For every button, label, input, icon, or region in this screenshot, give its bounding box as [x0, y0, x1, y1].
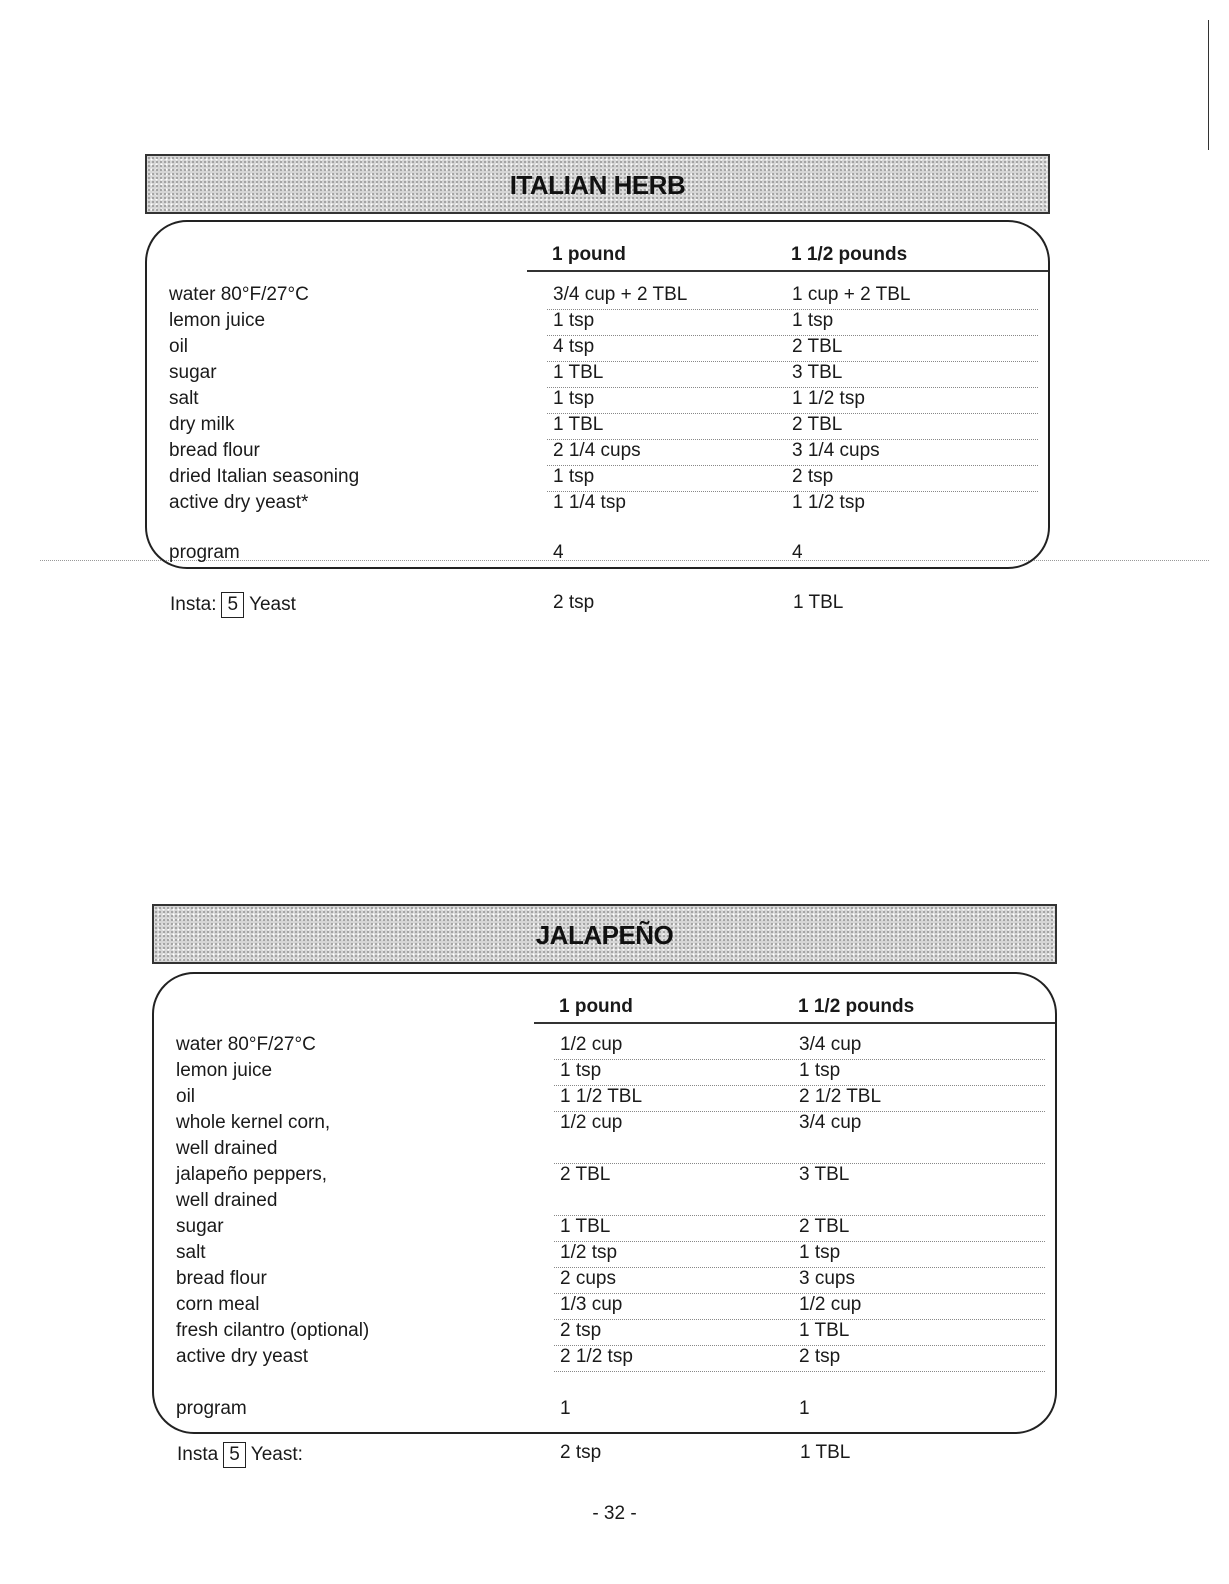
ingredient-qty-1-pound: 1 1/4 tsp: [553, 492, 626, 513]
recipe-title-bar: [152, 904, 1057, 964]
ingredient-qty-1-pound: 1/2 cup: [560, 1112, 623, 1133]
ingredient-qty-1-5-pounds: 1 TBL: [799, 1320, 850, 1341]
program-label: program: [176, 1398, 247, 1419]
insta-number-box: 5: [221, 592, 244, 618]
ingredient-row: [154, 1112, 1055, 1138]
ingredient-name: dry milk: [169, 414, 235, 435]
ingredient-qty-1-5-pounds: 2 TBL: [792, 414, 843, 435]
ingredient-name: active dry yeast: [176, 1346, 308, 1367]
ingredient-qty-1-pound: 2 1/4 cups: [553, 440, 641, 461]
ingredient-row: [154, 1216, 1055, 1242]
ingredient-qty-1-pound: 2 1/2 tsp: [560, 1346, 633, 1367]
insta-qty-1-5-pounds: 1 TBL: [800, 1442, 851, 1463]
ingredient-qty-1-pound: 1/2 tsp: [560, 1242, 618, 1263]
ingredient-qty-1-5-pounds: 2 tsp: [799, 1346, 841, 1367]
ingredient-qty-1-pound: 1/3 cup: [560, 1294, 623, 1315]
recipe-title: JALAPEÑO: [535, 920, 674, 950]
ingredient-qty-1-5-pounds: 3/4 cup: [799, 1112, 862, 1133]
ingredient-qty-1-pound: 2 TBL: [560, 1164, 611, 1185]
ingredient-name: bread flour: [169, 440, 260, 461]
ingredient-qty-1-5-pounds: 1 tsp: [799, 1060, 841, 1081]
ingredient-row: [154, 1086, 1055, 1112]
ingredient-name: oil: [176, 1086, 196, 1107]
ingredient-qty-1-pound: 1 tsp: [553, 310, 595, 331]
ingredient-qty-1-5-pounds: 1 cup + 2 TBL: [792, 284, 911, 305]
ingredient-qty-1-pound: 2 tsp: [560, 1320, 602, 1341]
ingredient-qty-1-5-pounds: 3 TBL: [799, 1164, 850, 1185]
ingredient-name: jalapeño peppers,: [176, 1164, 328, 1185]
ingredient-row: [147, 440, 1048, 466]
ingredient-qty-1-5-pounds: 1 tsp: [799, 1242, 841, 1263]
ingredient-qty-1-5-pounds: 3 cups: [799, 1268, 855, 1289]
ingredient-row: [154, 1320, 1055, 1346]
ingredient-table: [152, 972, 1057, 1434]
ingredient-qty-1-pound: 1 TBL: [553, 362, 604, 383]
insta-qty-1-pound: 2 tsp: [560, 1442, 602, 1463]
ingredient-row: [154, 1294, 1055, 1320]
ingredient-qty-1-5-pounds: 1 tsp: [792, 310, 834, 331]
ingredient-row: [154, 1346, 1055, 1372]
insta-qty-1-5-pounds: 1 TBL: [793, 592, 844, 613]
ingredient-qty-1-pound: 3/4 cup + 2 TBL: [553, 284, 688, 305]
ingredient-qty-1-pound: 2 cups: [560, 1268, 616, 1289]
ingredient-row: [147, 284, 1048, 310]
ingredient-qty-1-5-pounds: 2 TBL: [792, 336, 843, 357]
header-rule: [527, 270, 1048, 272]
ingredient-name: corn meal: [176, 1294, 260, 1315]
ingredient-row: [147, 388, 1048, 414]
insta-label: [170, 592, 296, 618]
column-header-1-pound: 1 pound: [559, 996, 633, 1017]
ingredient-qty-1-pound: 1 TBL: [560, 1216, 611, 1237]
ingredient-name: sugar: [176, 1216, 224, 1237]
ingredient-name: well drained: [176, 1138, 278, 1159]
program-1-5-pounds: 1: [799, 1398, 810, 1419]
insta-yeast-row: [152, 1442, 1057, 1468]
ingredient-qty-1-5-pounds: 1/2 cup: [799, 1294, 862, 1315]
ingredient-qty-1-5-pounds: 2 1/2 TBL: [799, 1086, 882, 1107]
ingredient-name: water 80°F/27°C: [169, 284, 309, 305]
ingredient-qty-1-pound: 1 tsp: [560, 1060, 602, 1081]
ingredient-qty-1-5-pounds: 2 TBL: [799, 1216, 850, 1237]
recipe-jalapeno: [152, 904, 1057, 1465]
ingredient-name: dried Italian seasoning: [169, 466, 360, 487]
ingredient-qty-1-5-pounds: 3/4 cup: [799, 1034, 862, 1055]
insta-qty-1-pound: 2 tsp: [553, 592, 595, 613]
ingredient-row: [154, 1138, 1055, 1164]
ingredient-name: sugar: [169, 362, 217, 383]
column-header-1-5-pounds: 1 1/2 pounds: [791, 244, 908, 265]
margin-line: [1208, 20, 1209, 150]
program-label: program: [169, 542, 240, 563]
ingredient-qty-1-5-pounds: 1 1/2 tsp: [792, 492, 865, 513]
ingredient-name: water 80°F/27°C: [176, 1034, 316, 1055]
page-number: - 32 -: [592, 1503, 637, 1524]
ingredient-name: lemon juice: [169, 310, 266, 331]
ingredient-table: [145, 220, 1050, 569]
header-rule: [534, 1022, 1055, 1024]
recipe-italian-herb: [145, 154, 1050, 615]
ingredient-row: [154, 1034, 1055, 1060]
insta-suffix: Yeast: [249, 594, 296, 615]
column-header-1-pound: 1 pound: [552, 244, 626, 265]
ingredient-name: well drained: [176, 1190, 278, 1211]
ingredient-row: [154, 1060, 1055, 1086]
recipe-title-bar: [145, 154, 1050, 214]
program-row: [147, 542, 1048, 568]
ingredient-name: fresh cilantro (optional): [176, 1320, 370, 1341]
ingredient-row: [147, 310, 1048, 336]
program-1-pound: 4: [553, 542, 564, 563]
insta-suffix: Yeast:: [250, 1444, 303, 1465]
ingredient-name: salt: [169, 388, 199, 409]
ingredient-qty-1-pound: 4 tsp: [553, 336, 595, 357]
ingredient-row: [147, 362, 1048, 388]
insta-number-box: 5: [223, 1442, 246, 1468]
ingredient-name: salt: [176, 1242, 206, 1263]
ingredient-name: whole kernel corn,: [176, 1112, 331, 1133]
ingredient-row: [147, 492, 1048, 518]
insta-prefix: Insta: [177, 1444, 219, 1465]
ingredient-qty-1-5-pounds: 3 1/4 cups: [792, 440, 880, 461]
ingredient-qty-1-pound: 1/2 cup: [560, 1034, 623, 1055]
ingredient-name: oil: [169, 336, 189, 357]
ingredient-row: [154, 1164, 1055, 1190]
ingredient-qty-1-pound: 1 tsp: [553, 388, 595, 409]
insta-label: [177, 1442, 303, 1468]
program-1-pound: 1: [560, 1398, 571, 1419]
ingredient-name: bread flour: [176, 1268, 267, 1289]
ingredient-qty-1-pound: 1 TBL: [553, 414, 604, 435]
ingredient-row: [147, 466, 1048, 492]
insta-prefix: Insta:: [170, 594, 217, 615]
recipe-title: ITALIAN HERB: [509, 170, 686, 200]
ingredient-row: [154, 1242, 1055, 1268]
column-header-1-5-pounds: 1 1/2 pounds: [798, 996, 915, 1017]
ingredient-qty-1-5-pounds: 1 1/2 tsp: [792, 388, 865, 409]
ingredient-qty-1-5-pounds: 3 TBL: [792, 362, 843, 383]
ingredient-row: [147, 414, 1048, 440]
ingredient-name: active dry yeast*: [169, 492, 309, 513]
ingredient-qty-1-pound: 1 tsp: [553, 466, 595, 487]
ingredient-name: lemon juice: [176, 1060, 273, 1081]
row-rule: [554, 1371, 1045, 1372]
ingredient-qty-1-5-pounds: 2 tsp: [792, 466, 834, 487]
ingredient-qty-1-pound: 1 1/2 TBL: [560, 1086, 643, 1107]
program-1-5-pounds: 4: [792, 542, 803, 563]
insta-yeast-row: [145, 592, 1050, 618]
ingredient-row: [154, 1190, 1055, 1216]
ingredient-row: [147, 336, 1048, 362]
program-row: [154, 1398, 1055, 1424]
ingredient-row: [154, 1268, 1055, 1294]
